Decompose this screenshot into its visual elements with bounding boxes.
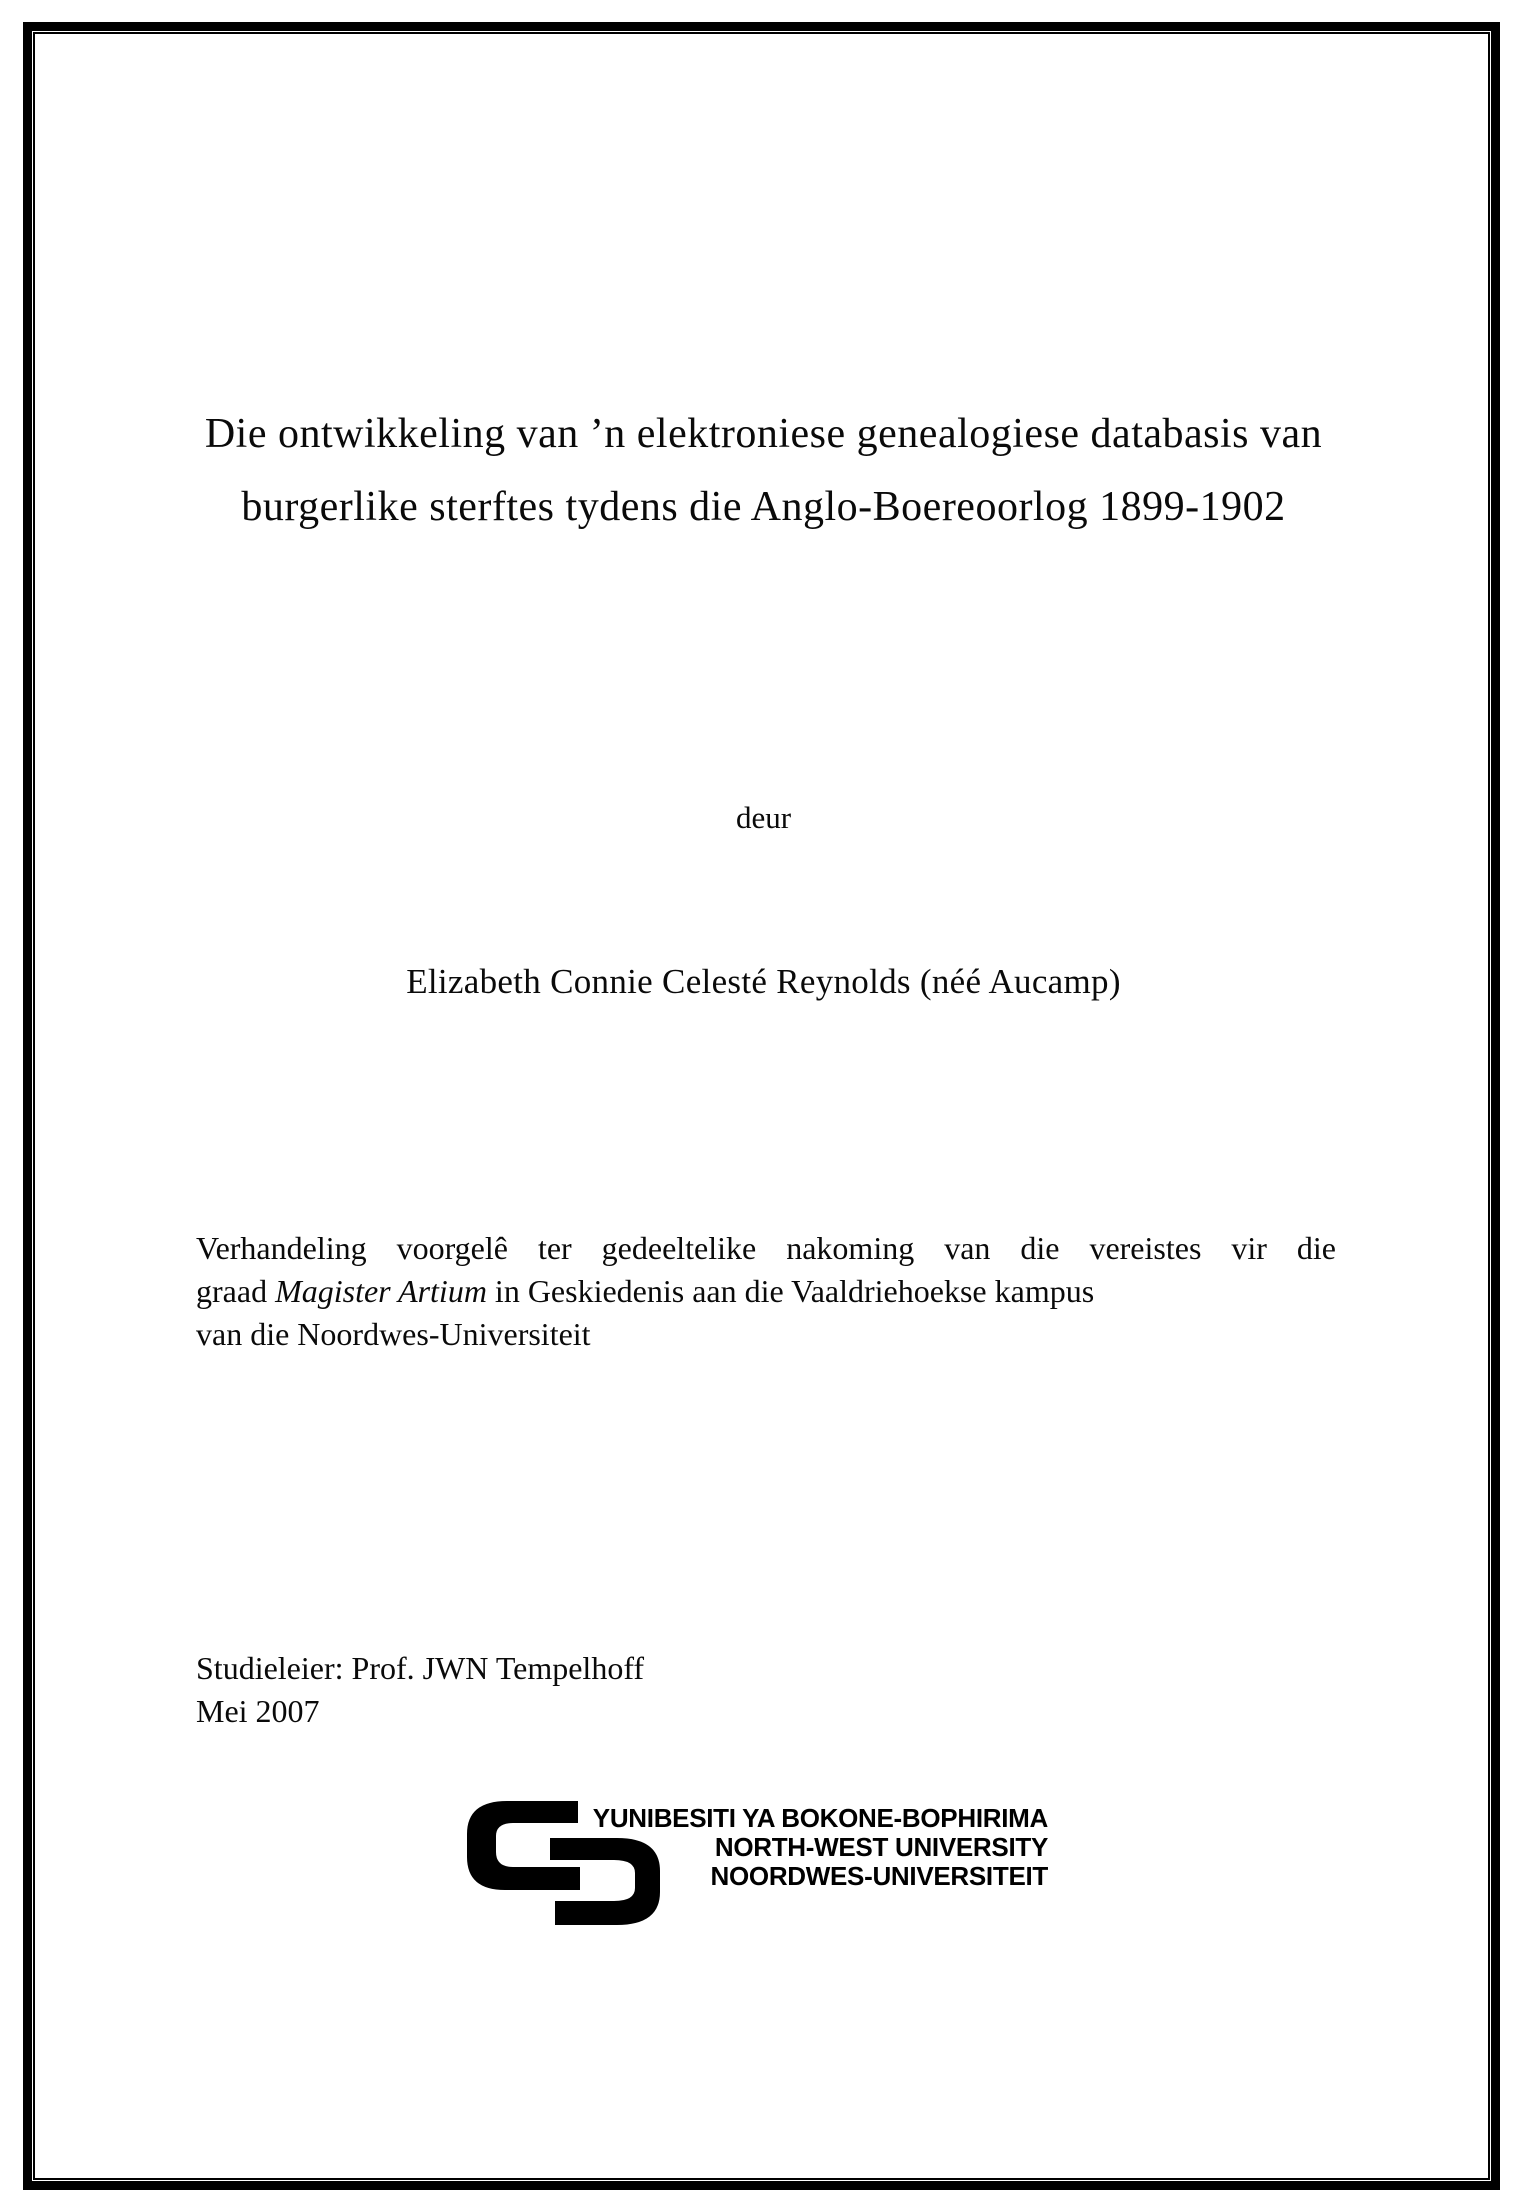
university-logo-text — [582, 1804, 1048, 1891]
university-logo — [467, 1801, 1067, 1941]
supervisor-block — [196, 1647, 644, 1733]
thesis-title-line-1: Die ontwikkeling van ’n elektroniese genealogiese databasis van — [204, 411, 1323, 457]
logo-text-afrikaans: NOORDWES-UNIVERSITEIT — [710, 1861, 1048, 1891]
logo-text-english: NORTH-WEST UNIVERSITY — [714, 1832, 1048, 1862]
author-name: Elizabeth Connie Celesté Reynolds (néé Aucamp) — [406, 962, 1121, 1001]
thesis-title — [150, 398, 1377, 544]
degree-statement-line-2: graad Magister Artium in Geskiedenis aan die Vaaldriehoekse kampus — [196, 1273, 1095, 1309]
degree-statement-line-3: van die Noordwes-Universiteit — [196, 1316, 591, 1352]
byline-deur: deur — [735, 800, 792, 835]
degree-name-italic: Magister Artium — [275, 1273, 487, 1309]
supervisor-line: Studieleier: Prof. JWN Tempelhoff — [196, 1650, 645, 1686]
degree-statement-line-1: Verhandeling voorgelê ter gedeeltelike nakoming van die vereistes vir die — [196, 1230, 1336, 1266]
date-line: Mei 2007 — [196, 1693, 320, 1729]
degree-statement — [196, 1227, 1336, 1356]
logo-text-setswana: YUNIBESITI YA BOKONE-BOPHIRIMA — [592, 1803, 1048, 1833]
thesis-title-line-2: burgerlike sterftes tydens die Anglo-Boereoorlog 1899-1902 — [241, 484, 1286, 530]
